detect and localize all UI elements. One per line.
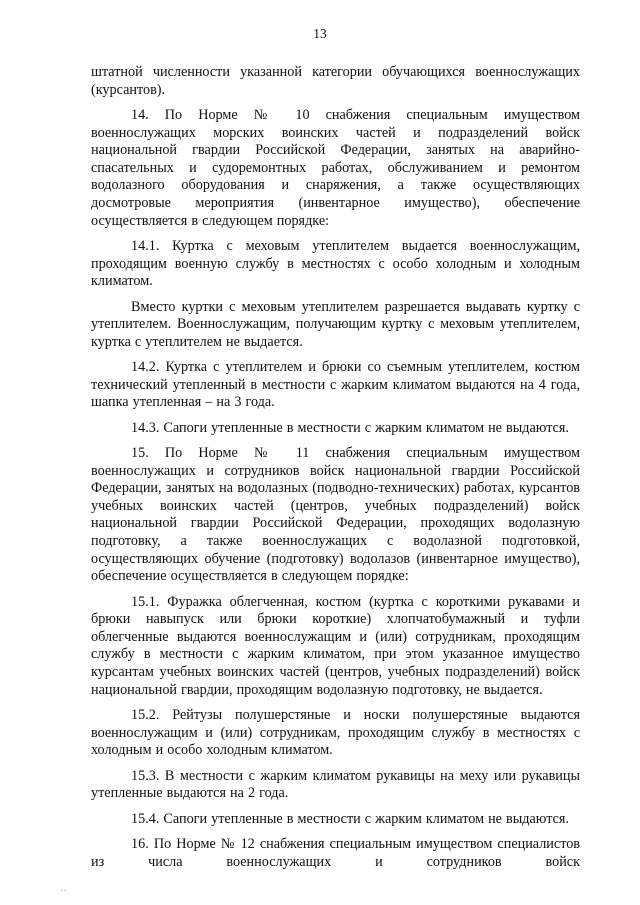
- paragraph-item-14-3: 14.3. Сапоги утепленные в местности с жарким климатом не выдаются.: [131, 419, 569, 436]
- paragraph-item-15: 15. По Норме № 11 снабжения специальным имуществом военнослужащих и сотрудников войск национальной гвардии Российской Федерации, занятых на водолазных (подводно-технических) работах, курсантов учебных воинских частей (центров, учебных подразделений) войск национальной гвардии Российской Федерации, проходящих водолазную подготовку, а также военнослужащих с водолазной подготовкой, осуществляющих обучение (подготовку) водолазов (инвентарное имущество), обеспечение осуществляется в следующем порядке:: [91, 445, 580, 585]
- paragraph-jacket-substitute: Вместо куртки с меховым утеплителем разрешается выдавать куртку с утеплителем. Военнослужащим, получающим куртку с меховым утеплителем, куртка с утеплителем не выдается.: [91, 298, 580, 350]
- paragraph-item-14-1: 14.1. Куртка с меховым утеплителем выдается военнослужащим, проходящим военную службу в местностях с особо холодным и холодным климатом.: [91, 237, 580, 290]
- paragraph-continuation: штатной численности указанной категории обучающихся военнослужащих (курсантов).: [91, 64, 580, 98]
- paragraph-item-14: 14. По Норме № 10 снабжения специальным имуществом военнослужащих морских воинских частей и подразделений войск национальной гвардии Российской Федерации, занятых на аварийно-спасательных и судоремонтных работах, обслуживанием и ремонтом водолазного оборудования и снаряжения, а также осуществляющих досмотровые мероприятия (инвентарное имущество), обеспечение осуществляется в следующем порядке:: [91, 106, 580, 229]
- page-number: 13: [313, 26, 327, 41]
- paragraph-item-15-1: 15.1. Фуражка облегченная, костюм (куртка с короткими рукавами и брюки навыпуск или брюки короткие) хлопчатобумажный и туфли облегченные выдаются военнослужащим и (или) сотрудникам, проходящим службу в местности с жарким климатом, при этом указанное имущество курсантам учебных воинских частей (центров, учебных подразделений) войск национальной гвардии, проходящим водолазную подготовку, не выдается.: [91, 593, 580, 698]
- margin-mark: ··: [60, 886, 67, 897]
- paragraph-item-16: 16. По Норме № 12 снабжения специальным имуществом специалистов из числа военнослужащих и сотрудников войск: [91, 835, 580, 870]
- paragraph-item-15-4: 15.4. Сапоги утепленные в местности с жарким климатом не выдаются.: [131, 810, 569, 827]
- paragraph-item-14-2: 14.2. Куртка с утеплителем и брюки со съемным утеплителем, костюм технический утепленный в местности с жарким климатом выдаются на 4 года, шапка утепленная – на 3 года.: [91, 359, 580, 411]
- paragraph-item-15-3: 15.3. В местности с жарким климатом рукавицы на меху или рукавицы утепленные выдаются на 2 года.: [91, 767, 580, 802]
- document-body: [91, 64, 580, 871]
- paragraph-item-15-2: 15.2. Рейтузы полушерстяные и носки полушерстяные выдаются военнослужащим и (или) сотрудникам, проходящим службу в местностях с холодным и особо холодным климатом.: [91, 706, 580, 759]
